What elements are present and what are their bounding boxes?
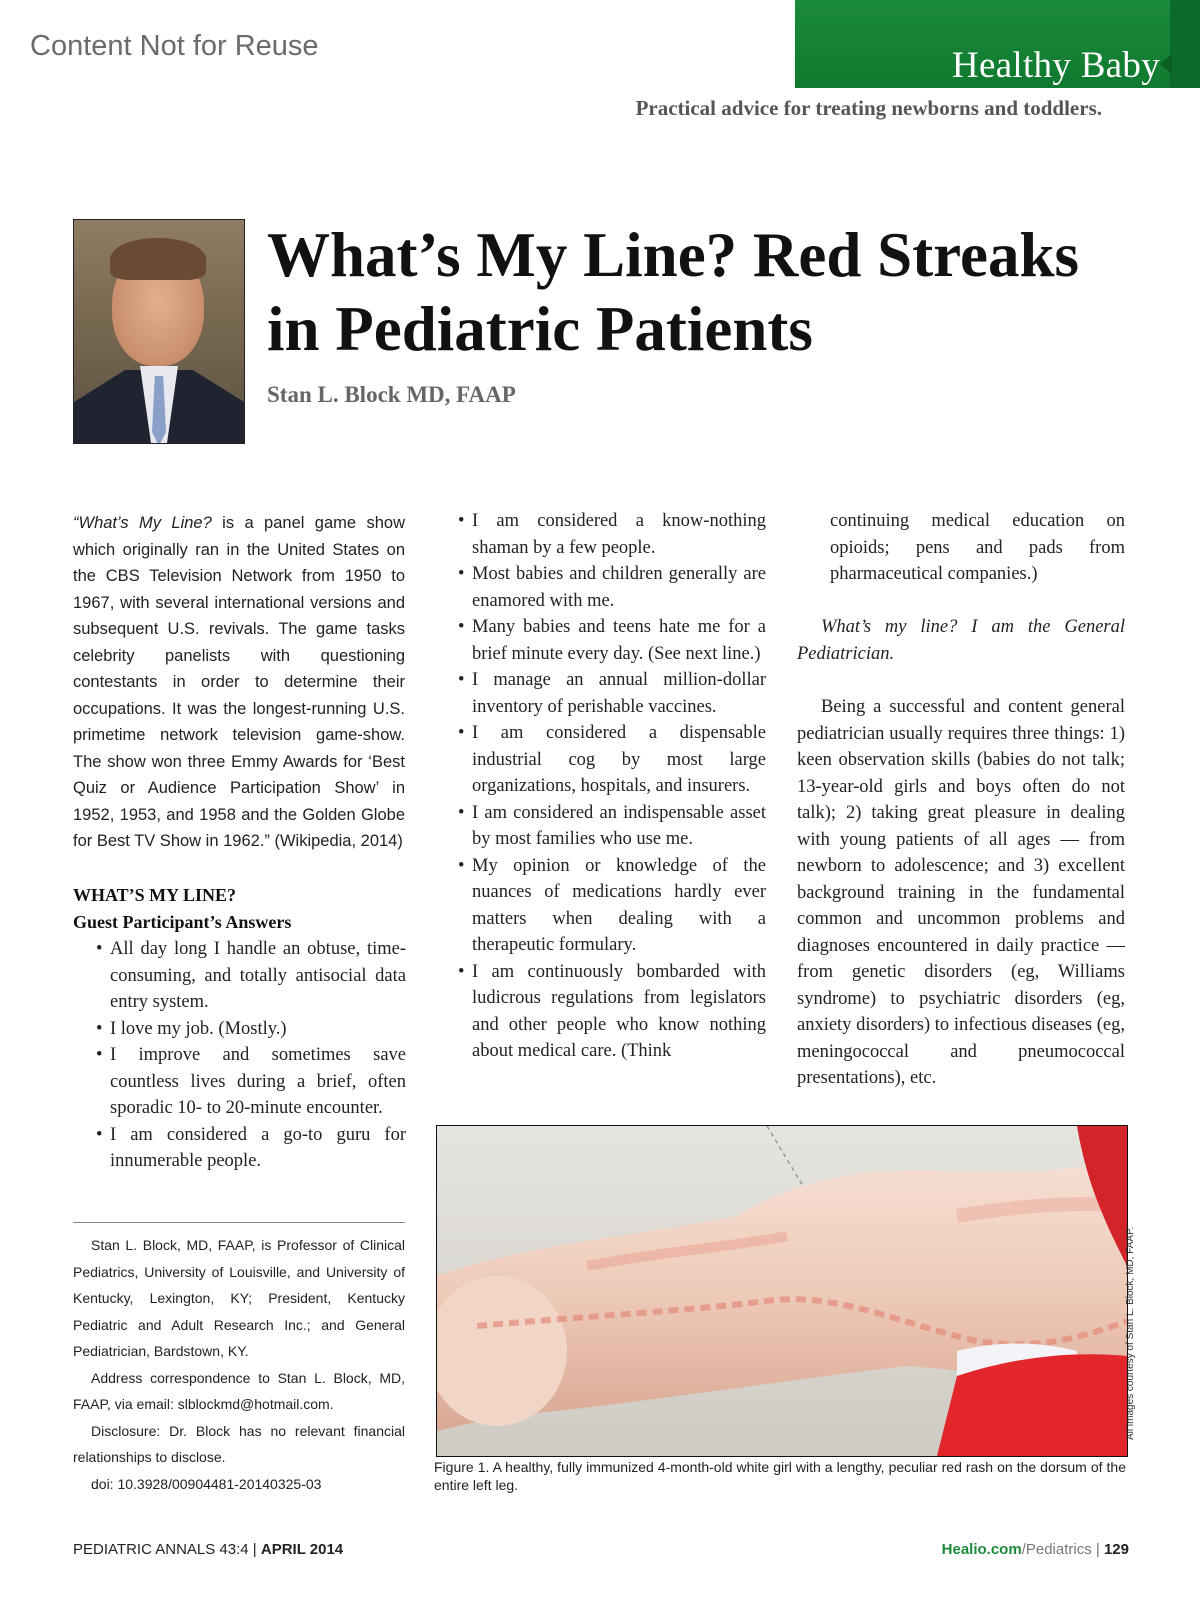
site-name[interactable]: Healio.com [941,1541,1022,1558]
figure-image [436,1125,1128,1457]
article-title: What’s My Line? Red Streaks in Pediatric Patients [267,220,1080,364]
footer-journal [73,1541,343,1558]
banner-notch-icon [1160,54,1172,74]
footer-separator: | [252,1541,257,1558]
list-item: • I am considered a go-to guru for innumerable people. [96,1122,406,1175]
image-credit: All images courtesy of Stan L. Block, MD, FAAP. [1125,1226,1136,1440]
body-paragraph: Being a successful and content general pediatrician usually requires three things: 1) keen observation skills (babies do not talk; 13-year-old girls and boys often do not talk); 2) taking great pleasure in dealing with young patients of all ages — from newborn to adolescence; and 3) excellent background training in the fundamental common and uncommon problems and diagnoses encountered in daily practice — from genetic disorders (eg, Williams syndrome) to psychiatric disorders (eg, anxiety disorders) to infectious diseases (eg, meningococcal and pneumococcal presentations), etc. [797,697,1125,1088]
list-item: • I manage an annual million-dollar inventory of perishable vaccines. [458,667,766,720]
section-tagline: Practical advice for treating newborns and toddlers. [635,96,1102,120]
section-heading-block [73,882,405,936]
section-subheading: Guest Participant’s Answers [73,912,292,932]
intro-paragraph [73,510,405,855]
issue-date: APRIL 2014 [260,1541,344,1558]
leg-photo-illustration [437,1126,1127,1456]
banner-edge [1170,0,1200,88]
figure-caption: Figure 1. A healthy, fully immunized 4-month-old white girl with a lengthy, peculiar red rash on the dorsum of the entire left leg. [434,1459,1126,1493]
list-item: • Many babies and teens hate me for a brief minute every day. (See next line.) [458,614,766,667]
section-heading: WHAT’S MY LINE? [73,885,237,905]
author-photo [73,219,245,444]
answers-continuation: continuing medical education on opioids; pens and pads from pharmaceutical companies.) [830,511,1125,584]
bio-divider [73,1222,405,1223]
list-item: • I am continuously bombarded with ludicrous regulations from legislators and other people who know nothing about medical care. (Think [458,959,766,1065]
list-item: • I love my job. (Mostly.) [96,1016,406,1043]
journal-name: PEDIATRIC ANNALS 43:4 [73,1541,249,1558]
site-path[interactable]: /Pediatrics [1021,1541,1092,1558]
show-name: “What’s My Line? [73,514,212,532]
footer-site [942,1541,1129,1558]
bio-affiliation: Stan L. Block, MD, FAAP, is Professor of Clinical Pediatrics, University of Louisville, and University of Kentucky, Lexington, KY; President, Kentucky Pediatric and Adult Research Inc.; and General Pediatrician, Bardstown, KY. [73,1237,405,1359]
author-bio [73,1232,405,1497]
intro-text: is a panel game show which originally ran in the United States on the CBS Television Network from 1950 to 1967, with several international versions and subsequent U.S. revivals. The game tasks celebrity panelists with questioning contestants in order to determine their occupations. It was the longest-running U.S. primetime network television game-show. The show won three Emmy Awards for ‘Best Quiz or Audience Participation Show’ in 1952, 1953, and 1958 and the Golden Globe for Best TV Show in 1962.” (Wikipedia, 2014) [73,514,405,850]
list-item: • I am considered an indispensable asset by most families who use me. [458,800,766,853]
list-item: • All day long I handle an obtuse, time-consuming, and totally antisocial data entry system. [96,936,406,1016]
list-item: • My opinion or knowledge of the nuances of medications hardly ever matters when dealing with a therapeutic formulary. [458,853,766,959]
footer-separator: | [1095,1541,1100,1558]
bio-correspondence: Address correspondence to Stan L. Block, MD, FAAP, via email: slblockmd@hotmail.com. [73,1369,405,1412]
page-number: 129 [1103,1541,1129,1558]
bio-doi: doi: 10.3928/00904481-20140325-03 [91,1475,322,1492]
list-item: • I am considered a know-nothing shaman by a few people. [458,508,766,561]
section-title: Healthy Baby [951,45,1160,86]
answers-list-col1 [96,936,406,1175]
section-banner [795,0,1200,88]
article-author: Stan L. Block MD, FAAP [267,382,516,407]
list-item: • I am considered a dispensable industrial cog by most large organizations, hospitals, and insurers. [458,720,766,800]
list-item: • I improve and sometimes save countless lives during a brief, often sporadic 10- to 20-minute encounter. [96,1042,406,1122]
answers-list-col2 [458,508,766,1065]
list-item: • Most babies and children generally are enamored with me. [458,561,766,614]
reveal-line: What’s my line? I am the General Pediatrician. [797,617,1125,664]
watermark-text: Content Not for Reuse [30,30,319,62]
bio-disclosure: Disclosure: Dr. Block has no relevant financial relationships to disclose. [73,1422,405,1465]
photo-hair [110,238,206,280]
